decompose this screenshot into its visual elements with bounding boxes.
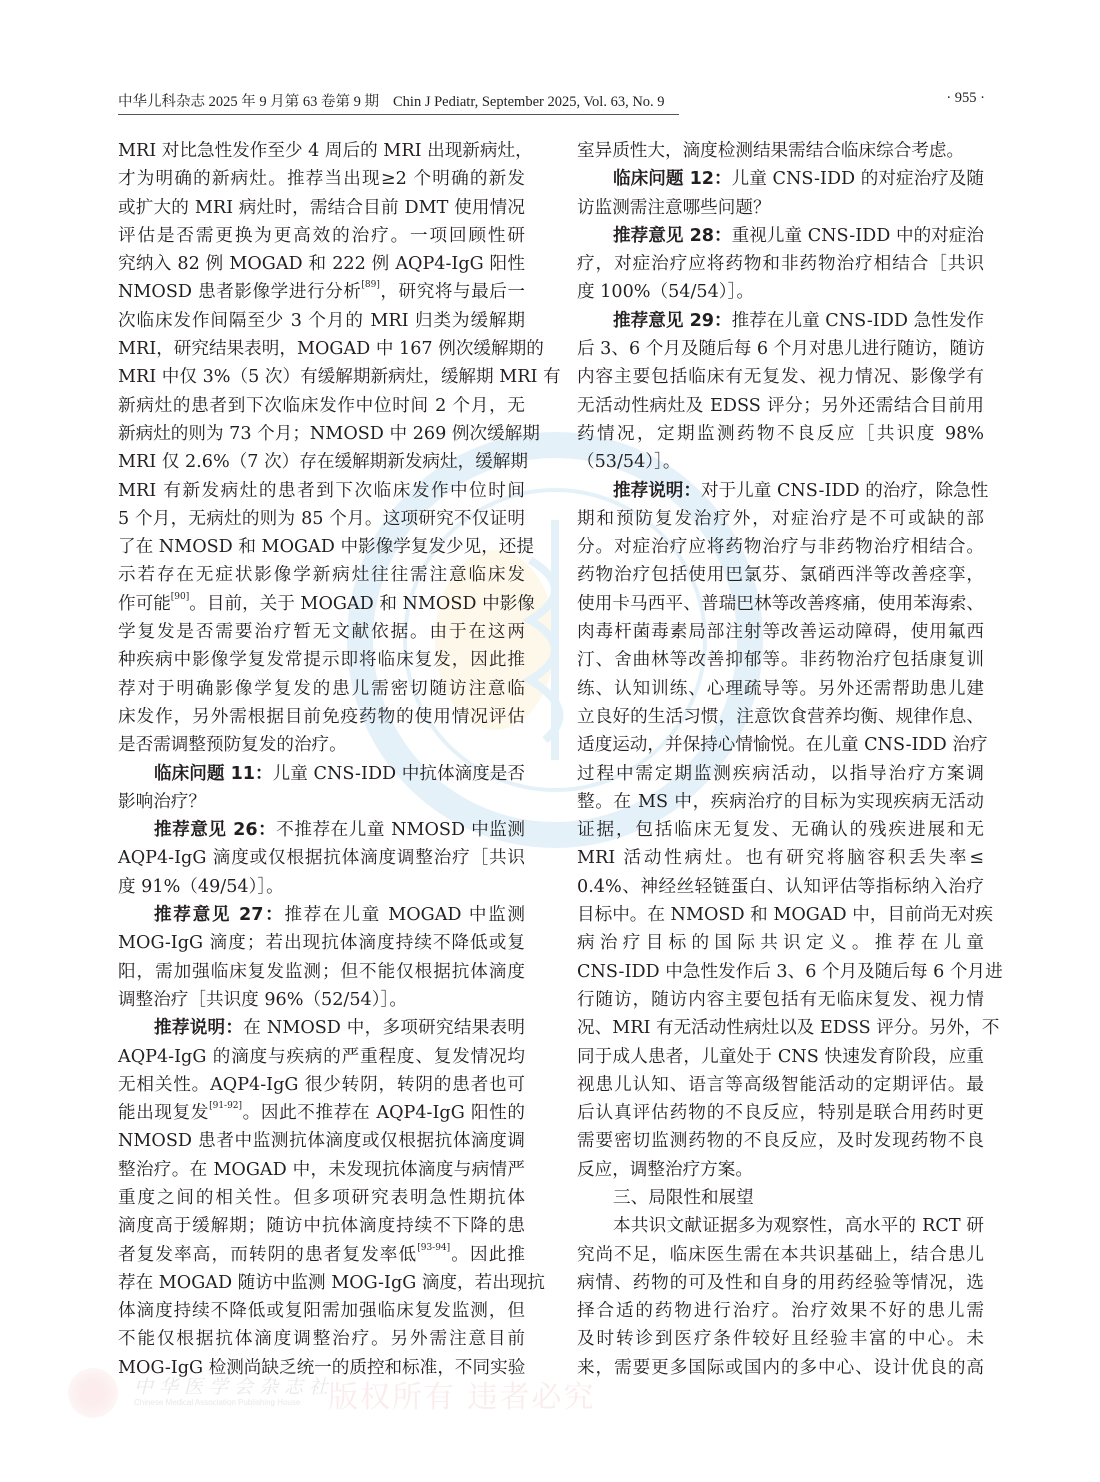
- line-text: CNS-IDD 中急性发作后 3、6 个月及随后每 6 个月进: [577, 961, 1003, 982]
- text-line: [118, 222, 525, 250]
- line-text: 况、MRI 有无活动性病灶以及 EDSS 评分。另外，不: [577, 1018, 1000, 1039]
- line-text: 在 NMOSD 中，多项研究结果表明: [243, 1018, 525, 1039]
- text-line: [577, 1043, 984, 1071]
- line-text: （53/54）］。: [577, 452, 681, 473]
- text-line: [118, 250, 525, 278]
- text-line: [118, 1127, 525, 1155]
- line-text: 不推荐在儿童 NMOSD 中监测: [276, 820, 526, 841]
- line-text: AQP4-IgG 的滴度与疾病的严重程度、复发情况均: [118, 1046, 525, 1067]
- text-line: [118, 1325, 525, 1353]
- line-text: 及时转诊到医疗条件较好且经验丰富的中心。未: [577, 1329, 984, 1350]
- line-text: 床发作，另外需根据目前免疫药物的使用情况评估: [118, 706, 525, 727]
- line-text: 药情况，定期监测药物不良反应［共识度 98%: [577, 423, 984, 444]
- journal-title-en: Chin J Pediatr, September 2025, Vol. 63, No. 9: [393, 94, 665, 110]
- text-line: [118, 958, 525, 986]
- line-text: 。目前，关于 MOGAD 和 NMOSD 中影像: [189, 593, 535, 614]
- text-line: [118, 1043, 525, 1071]
- text-line: [577, 1325, 984, 1353]
- line-text: 需要密切监测药物的不良反应，及时发现药物不良: [577, 1131, 984, 1152]
- text-line: [118, 278, 525, 306]
- line-text: ，研究将与最后一: [379, 282, 525, 303]
- line-text: 立良好的生活习惯，注意饮食营养均衡、规律作息、: [577, 706, 984, 727]
- text-line: [118, 1241, 525, 1269]
- text-line: [577, 1354, 984, 1382]
- line-text: 分。对症治疗应将药物治疗与非药物治疗相结合。: [577, 537, 984, 558]
- line-text: 荐对于明确影像学复发的患儿需密切随访注意临: [118, 678, 525, 699]
- line-text: 究尚不足，临床医生需在本共识基础上，结合患儿: [577, 1244, 984, 1265]
- section-lead: 临床问题 11：: [154, 763, 273, 784]
- line-text: 5 个月，无病灶的则为 85 个月。这项研究不仅证明: [118, 508, 525, 529]
- text-line: [577, 420, 984, 448]
- line-text: 了在 NMOSD 和 MOGAD 中影像学复发少见，还提: [118, 537, 534, 558]
- line-text: 后 3、6 个月及随后每 6 个月对患儿进行随访，随访: [577, 339, 985, 360]
- text-line: [118, 448, 528, 476]
- text-line: [118, 533, 534, 561]
- line-text: MRI 有新发病灶的患者到下次临床发作中位时间: [118, 480, 525, 501]
- line-text: 影响治疗？: [118, 791, 206, 812]
- citation-ref: [93-94]: [417, 1242, 451, 1253]
- line-text: 。因此不推荐在 AQP4-IgG 阳性的: [242, 1103, 525, 1124]
- text-line: [577, 731, 988, 759]
- text-line: [577, 165, 984, 193]
- text-line: [577, 760, 984, 788]
- line-text: NMOSD 患者中监测抗体滴度或仅根据抗体滴度调: [118, 1131, 525, 1152]
- text-line: [118, 137, 533, 165]
- text-line: [118, 703, 525, 731]
- line-text: 整治疗。在 MOGAD 中，未发现抗体滴度与病情严: [118, 1159, 525, 1180]
- line-text: 肉毒杆菌毒素局部注射等改善运动障碍，使用氟西: [577, 622, 984, 643]
- text-line: [577, 222, 984, 250]
- text-line: [577, 618, 984, 646]
- copyright-notice: 版权所有 违者必究: [328, 1380, 596, 1415]
- text-line: [577, 1071, 984, 1099]
- text-line: [118, 420, 540, 448]
- text-line: [118, 165, 525, 193]
- line-text: 儿童 CNS-IDD 中抗体滴度是否: [272, 763, 525, 784]
- line-text: 是否需调整预防复发的治疗。: [118, 735, 347, 756]
- line-text: 能出现复发: [118, 1103, 210, 1124]
- line-text: 过程中需定期监测疾病活动，以指导治疗方案调: [577, 763, 984, 784]
- line-text: 次临床发作间隔至少 3 个月的 MRI 归类为缓解期: [118, 310, 525, 331]
- text-line: [577, 363, 984, 391]
- section-lead: 推荐意见 26：: [154, 820, 277, 841]
- section-lead: 推荐意见 27：: [154, 905, 285, 926]
- line-text: 重视儿童 CNS-IDD 中的对症治: [731, 225, 984, 246]
- page-number: · 955 ·: [946, 90, 985, 106]
- section-lead: 临床问题 12：: [613, 169, 732, 190]
- line-text: MRI 活动性病灶。也有研究将脑容积丢失率≤: [577, 848, 984, 869]
- text-line: [577, 561, 984, 589]
- text-line: [118, 363, 561, 391]
- text-line: [577, 703, 984, 731]
- publisher-logo-icon: [68, 1368, 118, 1418]
- line-text: 后认真评估药物的不良反应，特别是联合用药时更: [577, 1103, 984, 1124]
- line-text: 汀、舍曲林等改善抑郁等。非药物治疗包括康复训: [577, 650, 984, 671]
- text-line: [118, 1156, 525, 1184]
- line-text: 新病灶的患者到下次临床发作中位时间 2 个月，无: [118, 395, 525, 416]
- text-line: [118, 392, 525, 420]
- publisher-name-cn: 中华医学会杂志社: [134, 1376, 335, 1398]
- line-text: 无相关性。AQP4-IgG 很少转阴，转阴的患者也可: [118, 1074, 525, 1095]
- line-text: 究纳入 82 例 MOGAD 和 222 例 AQP4-IgG 阳性: [118, 254, 525, 275]
- text-line: [577, 477, 989, 505]
- line-text: 无活动性病灶及 EDSS 评分；另外还需结合目前用: [577, 395, 984, 416]
- citation-ref: [91-92]: [209, 1101, 243, 1112]
- text-line: [577, 816, 984, 844]
- text-line: [118, 505, 525, 533]
- line-text: 适度运动，并保持心情愉悦。在儿童 CNS-IDD 治疗: [577, 735, 988, 756]
- text-line: [118, 1212, 525, 1240]
- text-line: [577, 958, 1003, 986]
- journal-citation: [118, 90, 679, 115]
- text-line: [118, 1269, 546, 1297]
- line-text: 度 100%（54/54）］。: [577, 282, 754, 303]
- text-line: [577, 1241, 984, 1269]
- line-text: 练、认知训练、心理疏导等。另外还需帮助患儿建: [577, 678, 984, 699]
- text-line: [118, 675, 525, 703]
- text-line: [118, 335, 544, 363]
- line-text: 调整治疗［共识度 96%（52/54）］。: [118, 989, 407, 1010]
- line-text: NMOSD 患者影像学进行分析: [118, 282, 362, 303]
- line-text: 择合适的药物进行治疗。治疗效果不好的患儿需: [577, 1301, 984, 1322]
- line-text: 病情、药物的可及性和自身的用药经验等情况，选: [577, 1272, 984, 1293]
- text-line: [577, 986, 984, 1014]
- text-line: [577, 1269, 984, 1297]
- text-line: [577, 788, 984, 816]
- text-line: [577, 1156, 984, 1184]
- text-line: [577, 1014, 1000, 1042]
- line-text: 目标中。在 NMOSD 和 MOGAD 中，目前尚无对疾: [577, 905, 993, 926]
- line-text: 行随访，随访内容主要包括有无临床复发、视力情: [577, 989, 984, 1010]
- text-line: [577, 505, 984, 533]
- section-lead: 推荐说明：: [154, 1018, 244, 1039]
- line-text: 阳，需加强临床复发监测；但不能仅根据抗体滴度: [118, 961, 525, 982]
- section-lead: 推荐说明：: [613, 480, 701, 501]
- text-line: [118, 1014, 525, 1042]
- text-line: [118, 618, 525, 646]
- citation-ref: [90]: [170, 591, 190, 602]
- text-line: [577, 307, 984, 335]
- right-column: [577, 137, 1003, 1382]
- line-text: 对于儿童 CNS-IDD 的治疗，除急性: [700, 480, 989, 501]
- line-text: 重度之间的相关性。但多项研究表明急性期抗体: [118, 1187, 525, 1208]
- text-line: [577, 901, 993, 929]
- left-column: [118, 137, 561, 1382]
- line-text: MOG-IgG 滴度；若出现抗体滴度持续不降低或复: [118, 933, 525, 954]
- text-line: [577, 1212, 984, 1240]
- section-lead: 推荐意见 29：: [613, 310, 732, 331]
- line-text: 本共识文献证据多为观察性，高水平的 RCT 研: [613, 1216, 984, 1237]
- line-text: 学复发是否需要治疗暂无文献依据。由于在这两: [118, 622, 525, 643]
- line-text: 证据，包括临床无复发、无确认的残疾进展和无: [577, 820, 984, 841]
- text-line: [577, 1184, 984, 1212]
- line-text: 。因此推: [450, 1244, 525, 1265]
- text-line: [577, 448, 984, 476]
- line-text: 三、局限性和展望: [613, 1187, 754, 1208]
- line-text: MRI 对比急性发作至少 4 周后的 MRI 出现新病灶，: [118, 141, 533, 161]
- line-text: 反应，调整治疗方案。: [577, 1159, 753, 1180]
- line-text: MOG-IgG 检测尚缺乏统一的质控和标准，不同实验: [118, 1357, 526, 1378]
- line-text: MRI，研究结果表明，MOGAD 中 167 例次缓解期的: [118, 339, 544, 360]
- line-text: 示若存在无症状影像学新病灶往往需注意临床发: [118, 565, 525, 586]
- text-line: [577, 392, 984, 420]
- line-text: 度 91%（49/54）］。: [118, 876, 284, 897]
- line-text: 者复发率高，而转阴的患者复发率低: [118, 1244, 418, 1265]
- line-text: 评估是否需更换为更高效的治疗。一项回顾性研: [118, 225, 525, 246]
- line-text: 使用卡马西平、普瑞巴林等改善疼痛，使用苯海索、: [577, 593, 984, 614]
- line-text: 访监测需注意哪些问题？: [577, 197, 771, 218]
- text-line: [118, 1184, 525, 1212]
- text-line: [118, 731, 525, 759]
- text-line: [577, 1127, 984, 1155]
- line-text: 才为明确的新病灶。推荐当出现≥2 个明确的新发: [118, 169, 525, 190]
- line-text: MRI 中仅 3%（5 次）有缓解期新病灶，缓解期 MRI 有: [118, 367, 561, 388]
- line-text: 疗，对症治疗应将药物和非药物治疗相结合［共识: [577, 254, 984, 275]
- text-line: [118, 816, 525, 844]
- text-line: [118, 788, 525, 816]
- line-text: MRI 仅 2.6%（7 次）存在缓解期新发病灶，缓解期: [118, 452, 528, 473]
- line-text: 新病灶的则为 73 个月；NMOSD 中 269 例次缓解期: [118, 423, 540, 444]
- text-line: [577, 137, 984, 165]
- text-line: [118, 986, 525, 1014]
- text-line: [577, 929, 984, 957]
- publisher-name-en: Chinese Medical Association Publishing House: [134, 1398, 301, 1407]
- text-line: [577, 590, 984, 618]
- line-text: 来，需要更多国际或国内的多中心、设计优良的高: [577, 1357, 984, 1378]
- text-line: [577, 1297, 984, 1325]
- text-line: [577, 533, 984, 561]
- text-line: [577, 278, 984, 306]
- text-line: [118, 873, 525, 901]
- line-text: 室异质性大，滴度检测结果需结合临床综合考虑。: [577, 141, 965, 161]
- line-text: 作可能: [118, 593, 171, 614]
- text-line: [118, 646, 525, 674]
- line-text: 同于成人患者，儿童处于 CNS 快速发育阶段，应重: [577, 1046, 984, 1067]
- line-text: 推荐在儿童 CNS-IDD 急性发作: [731, 310, 984, 331]
- line-text: 视患儿认知、语言等高级智能活动的定期评估。最: [577, 1074, 984, 1095]
- line-text: 病治疗目标的国际共识定义。推荐在儿童: [577, 933, 984, 954]
- text-line: [118, 1071, 525, 1099]
- line-text: 体滴度持续不降低或复阳需加强临床复发监测，但: [118, 1301, 525, 1322]
- line-text: 内容主要包括临床有无复发、视力情况、影像学有: [577, 367, 984, 388]
- text-line: [118, 307, 525, 335]
- text-line: [118, 1297, 525, 1325]
- text-line: [118, 901, 525, 929]
- text-line: [118, 929, 525, 957]
- text-line: [118, 1354, 525, 1382]
- line-text: 药物治疗包括使用巴氯芬、氯硝西泮等改善痉挛，: [577, 565, 984, 586]
- text-line: [118, 760, 525, 788]
- line-text: 不能仅根据抗体滴度调整治疗。另外需注意目前: [118, 1329, 525, 1350]
- line-text: 0.4%、神经丝轻链蛋白、认知评估等指标纳入治疗: [577, 876, 984, 897]
- text-line: [577, 873, 984, 901]
- line-text: 荐在 MOGAD 随访中监测 MOG-IgG 滴度，若出现抗: [118, 1272, 546, 1293]
- line-text: 种疾病中影像学复发常提示即将临床复发，因此推: [118, 650, 525, 671]
- line-text: 儿童 CNS-IDD 的对症治疗及随: [731, 169, 984, 190]
- line-text: 期和预防复发治疗外，对症治疗是不可或缺的部: [577, 508, 984, 529]
- text-line: [118, 590, 535, 618]
- text-line: [118, 561, 525, 589]
- text-line: [577, 675, 984, 703]
- line-text: AQP4-IgG 滴度或仅根据抗体滴度调整治疗［共识: [118, 848, 525, 869]
- text-line: [577, 1099, 984, 1127]
- journal-title-cn: 中华儿科杂志 2025 年 9 月第 63 卷第 9 期: [118, 94, 379, 110]
- text-line: [118, 477, 525, 505]
- section-lead: 推荐意见 28：: [613, 225, 732, 246]
- text-line: [577, 335, 984, 363]
- text-line: [577, 194, 984, 222]
- text-line: [577, 844, 984, 872]
- text-line: [118, 194, 525, 222]
- running-header: [118, 88, 985, 112]
- text-line: [118, 844, 525, 872]
- citation-ref: [89]: [361, 280, 380, 291]
- text-line: [118, 1099, 525, 1127]
- text-line: [577, 646, 984, 674]
- line-text: 或扩大的 MRI 病灶时，需结合目前 DMT 使用情况: [118, 197, 525, 218]
- line-text: 整。在 MS 中，疾病治疗的目标为实现疾病无活动: [577, 791, 984, 812]
- line-text: 推荐在儿童 MOGAD 中监测: [284, 905, 525, 926]
- text-line: [577, 250, 984, 278]
- line-text: 滴度高于缓解期；随访中抗体滴度持续不下降的患: [118, 1216, 525, 1237]
